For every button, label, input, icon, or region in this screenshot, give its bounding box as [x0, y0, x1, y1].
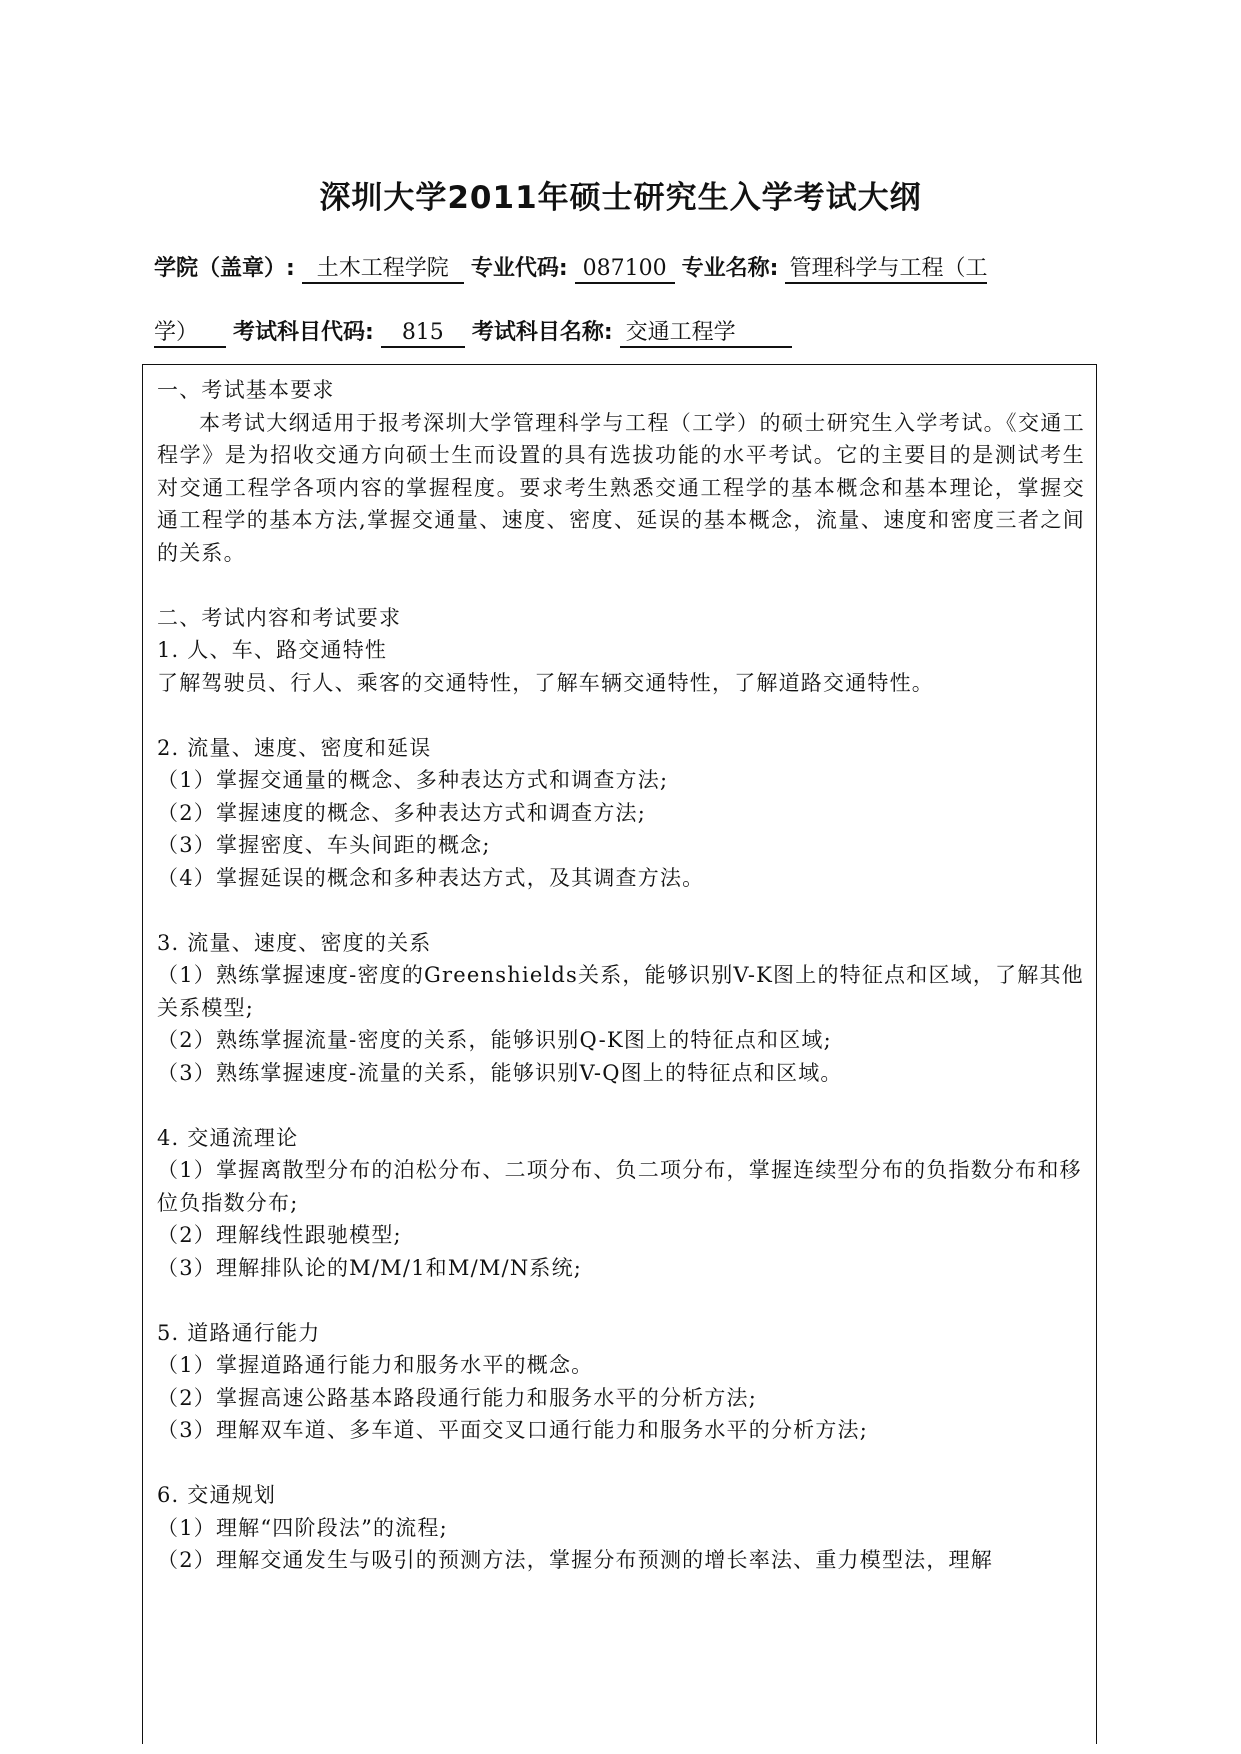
- topic-5-item: （1）掌握道路通行能力和服务水平的概念。: [157, 1353, 594, 1377]
- syllabus-content: [157, 374, 1085, 1577]
- section-1-body: 本考试大纲适用于报考深圳大学管理科学与工程（工学）的硕士研究生入学考试。《交通工程学》是为招收交通方向硕士生而设置的具有选拔功能的水平考试。它的主要目的是测试考生对交通工程学各项内容的掌握程度。要求考生熟悉交通工程学的基本概念和基本理论，掌握交通工程学的基本方法,掌握交通量、速度、密度、延误的基本概念，流量、速度和密度三者之间的关系。: [157, 410, 1085, 565]
- major-name-label: 专业名称:: [681, 256, 779, 281]
- topic-1-heading: 1. 人、车、路交通特性: [157, 638, 388, 662]
- topic-6-item: （1）理解“四阶段法”的流程;: [157, 1515, 448, 1540]
- header-line-2: [154, 318, 792, 348]
- topic-6-item: （2）理解交通发生与吸引的预测方法，掌握分布预测的增长率法、重力模型法，理解: [157, 1548, 993, 1572]
- topic-4-item: （3）理解排队论的M/M/1和M/M/N系统;: [157, 1255, 583, 1280]
- topic-5-item: （3）理解双车道、多车道、平面交叉口通行能力和服务水平的分析方法;: [157, 1418, 869, 1442]
- subject-code-value: 815: [381, 320, 465, 348]
- subject-name-label: 考试科目名称:: [471, 320, 613, 345]
- topic-4-heading: 4. 交通流理论: [157, 1125, 299, 1150]
- topic-3-item: （2）熟练掌握流量-密度的关系，能够识别Q-K图上的特征点和区域;: [157, 1028, 832, 1052]
- topic-2-item: （1）掌握交通量的概念、多种表达方式和调查方法;: [157, 768, 669, 792]
- college-value: 土木工程学院: [302, 256, 464, 284]
- major-name-value: 管理科学与工程（工: [785, 256, 987, 284]
- topic-3-item: （3）熟练掌握速度-流量的关系，能够识别V-Q图上的特征点和区域。: [157, 1060, 843, 1085]
- major-name-value-cont: 学）: [154, 320, 226, 348]
- topic-3-item: （1）熟练掌握速度-密度的Greenshields关系，能够识别V-K图上的特征点和区域，了解其他关系模型;: [157, 963, 1084, 1020]
- header-line-1: [154, 254, 987, 284]
- topic-5-heading: 5. 道路通行能力: [157, 1320, 321, 1345]
- topic-1-item: 了解驾驶员、行人、乘客的交通特性，了解车辆交通特性，了解道路交通特性。: [157, 670, 934, 695]
- topic-5-item: （2）掌握高速公路基本路段通行能力和服务水平的分析方法;: [157, 1385, 758, 1410]
- topic-6-heading: 6. 交通规划: [157, 1483, 277, 1507]
- topic-2-item: （2）掌握速度的概念、多种表达方式和调查方法;: [157, 800, 647, 825]
- subject-code-label: 考试科目代码:: [233, 320, 374, 345]
- topic-2-item: （4）掌握延误的概念和多种表达方式，及其调查方法。: [157, 865, 705, 890]
- college-label: 学院（盖章）:: [154, 256, 295, 281]
- topic-2-heading: 2. 流量、速度、密度和延误: [157, 735, 432, 760]
- major-code-value: 087100: [575, 256, 675, 284]
- section-1-heading: 一、考试基本要求: [157, 378, 335, 402]
- document-title: 深圳大学2011年硕士研究生入学考试大纲: [319, 180, 922, 216]
- subject-name-value: 交通工程学: [620, 320, 792, 348]
- topic-4-item: （2）理解线性跟驰模型;: [157, 1223, 402, 1247]
- topic-3-heading: 3. 流量、速度、密度的关系: [157, 930, 432, 955]
- section-2-heading: 二、考试内容和考试要求: [157, 605, 402, 630]
- major-code-label: 专业代码:: [470, 256, 568, 281]
- topic-4-item: （1）掌握离散型分布的泊松分布、二项分布、负二项分布，掌握连续型分布的负指数分布和移位负指数分布;: [157, 1158, 1082, 1215]
- topic-2-item: （3）掌握密度、车头间距的概念;: [157, 833, 491, 857]
